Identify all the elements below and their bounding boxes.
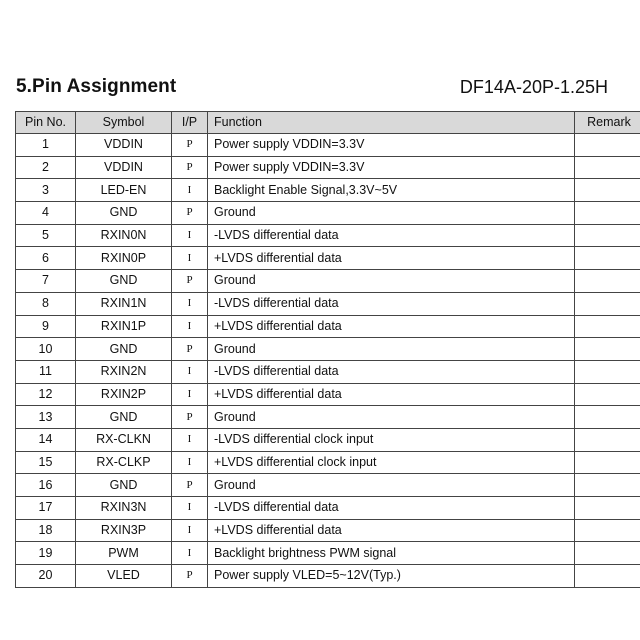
- table-row: [16, 224, 640, 247]
- function-cell: Ground: [208, 474, 575, 497]
- function-cell: Backlight brightness PWM signal: [208, 542, 575, 565]
- symbol-cell: LED-EN: [76, 179, 172, 202]
- pin-assignment-table: [15, 111, 640, 588]
- io-type-cell: I: [172, 179, 208, 202]
- table-row: [16, 338, 640, 361]
- column-header-pin-no: Pin No.: [16, 112, 76, 134]
- pin-number-cell: 12: [16, 383, 76, 406]
- symbol-cell: GND: [76, 406, 172, 429]
- io-type-cell: I: [172, 519, 208, 542]
- io-type-cell: I: [172, 224, 208, 247]
- pin-number-cell: 20: [16, 565, 76, 588]
- symbol-cell: RXIN2N: [76, 360, 172, 383]
- table-body: [16, 134, 640, 588]
- table-row: [16, 134, 640, 157]
- column-header-remark: Remark: [575, 112, 640, 134]
- function-cell: -LVDS differential data: [208, 360, 575, 383]
- io-type-cell: I: [172, 360, 208, 383]
- column-header-function: Function: [208, 112, 575, 134]
- table-row: [16, 292, 640, 315]
- symbol-cell: GND: [76, 338, 172, 361]
- table-row: [16, 406, 640, 429]
- pin-number-cell: 9: [16, 315, 76, 338]
- table-row: [16, 202, 640, 225]
- function-cell: -LVDS differential data: [208, 497, 575, 520]
- table-row: [16, 156, 640, 179]
- remark-cell: [575, 224, 640, 247]
- remark-cell: [575, 565, 640, 588]
- remark-cell: [575, 383, 640, 406]
- remark-cell: [575, 406, 640, 429]
- remark-cell: [575, 474, 640, 497]
- remark-cell: [575, 428, 640, 451]
- symbol-cell: GND: [76, 202, 172, 225]
- function-cell: +LVDS differential data: [208, 519, 575, 542]
- io-type-cell: P: [172, 202, 208, 225]
- symbol-cell: VLED: [76, 565, 172, 588]
- pin-number-cell: 1: [16, 134, 76, 157]
- remark-cell: [575, 270, 640, 293]
- function-cell: +LVDS differential clock input: [208, 451, 575, 474]
- table-row: [16, 270, 640, 293]
- table-row: [16, 247, 640, 270]
- remark-cell: [575, 360, 640, 383]
- pin-number-cell: 4: [16, 202, 76, 225]
- table-row: [16, 565, 640, 588]
- table-header: [16, 112, 640, 134]
- remark-cell: [575, 542, 640, 565]
- function-cell: -LVDS differential data: [208, 292, 575, 315]
- pin-number-cell: 14: [16, 428, 76, 451]
- pin-number-cell: 11: [16, 360, 76, 383]
- symbol-cell: VDDIN: [76, 156, 172, 179]
- remark-cell: [575, 247, 640, 270]
- io-type-cell: I: [172, 247, 208, 270]
- header-row: [16, 112, 640, 134]
- table-row: [16, 179, 640, 202]
- symbol-cell: PWM: [76, 542, 172, 565]
- remark-cell: [575, 134, 640, 157]
- io-type-cell: P: [172, 156, 208, 179]
- symbol-cell: GND: [76, 474, 172, 497]
- function-cell: Ground: [208, 338, 575, 361]
- io-type-cell: P: [172, 338, 208, 361]
- table-row: [16, 360, 640, 383]
- column-header-symbol: Symbol: [76, 112, 172, 134]
- function-cell: Power supply VDDIN=3.3V: [208, 156, 575, 179]
- connector-part-number: DF14A-20P-1.25H: [459, 77, 608, 97]
- function-cell: Backlight Enable Signal,3.3V~5V: [208, 179, 575, 202]
- function-cell: Ground: [208, 270, 575, 293]
- table-row: [16, 428, 640, 451]
- table-row: [16, 497, 640, 520]
- remark-cell: [575, 519, 640, 542]
- table-row: [16, 383, 640, 406]
- io-type-cell: I: [172, 383, 208, 406]
- symbol-cell: RXIN0P: [76, 247, 172, 270]
- io-type-cell: P: [172, 134, 208, 157]
- function-cell: +LVDS differential data: [208, 247, 575, 270]
- function-cell: -LVDS differential clock input: [208, 428, 575, 451]
- symbol-cell: RXIN3N: [76, 497, 172, 520]
- function-cell: +LVDS differential data: [208, 383, 575, 406]
- remark-cell: [575, 202, 640, 225]
- table-row: [16, 474, 640, 497]
- pin-number-cell: 2: [16, 156, 76, 179]
- io-type-cell: I: [172, 315, 208, 338]
- pin-number-cell: 15: [16, 451, 76, 474]
- io-type-cell: I: [172, 497, 208, 520]
- pin-number-cell: 6: [16, 247, 76, 270]
- remark-cell: [575, 292, 640, 315]
- io-type-cell: I: [172, 542, 208, 565]
- symbol-cell: RXIN1N: [76, 292, 172, 315]
- symbol-cell: RXIN3P: [76, 519, 172, 542]
- remark-cell: [575, 497, 640, 520]
- function-cell: -LVDS differential data: [208, 224, 575, 247]
- symbol-cell: RX-CLKP: [76, 451, 172, 474]
- remark-cell: [575, 338, 640, 361]
- symbol-cell: RXIN2P: [76, 383, 172, 406]
- table-row: [16, 519, 640, 542]
- pin-number-cell: 19: [16, 542, 76, 565]
- remark-cell: [575, 179, 640, 202]
- pin-number-cell: 7: [16, 270, 76, 293]
- symbol-cell: RXIN1P: [76, 315, 172, 338]
- symbol-cell: GND: [76, 270, 172, 293]
- pin-number-cell: 8: [16, 292, 76, 315]
- column-header-io: I/P: [172, 112, 208, 134]
- function-cell: Power supply VDDIN=3.3V: [208, 134, 575, 157]
- io-type-cell: I: [172, 428, 208, 451]
- pin-number-cell: 13: [16, 406, 76, 429]
- pin-number-cell: 5: [16, 224, 76, 247]
- pin-number-cell: 16: [16, 474, 76, 497]
- function-cell: Power supply VLED=5~12V(Typ.): [208, 565, 575, 588]
- remark-cell: [575, 315, 640, 338]
- function-cell: Ground: [208, 202, 575, 225]
- io-type-cell: P: [172, 270, 208, 293]
- function-cell: Ground: [208, 406, 575, 429]
- io-type-cell: I: [172, 292, 208, 315]
- symbol-cell: VDDIN: [76, 134, 172, 157]
- symbol-cell: RX-CLKN: [76, 428, 172, 451]
- io-type-cell: P: [172, 474, 208, 497]
- table-row: [16, 542, 640, 565]
- io-type-cell: P: [172, 406, 208, 429]
- function-cell: +LVDS differential data: [208, 315, 575, 338]
- io-type-cell: P: [172, 565, 208, 588]
- symbol-cell: RXIN0N: [76, 224, 172, 247]
- pin-number-cell: 3: [16, 179, 76, 202]
- pin-number-cell: 10: [16, 338, 76, 361]
- pin-number-cell: 18: [16, 519, 76, 542]
- io-type-cell: I: [172, 451, 208, 474]
- table-row: [16, 315, 640, 338]
- remark-cell: [575, 451, 640, 474]
- table-row: [16, 451, 640, 474]
- section-title: 5.Pin Assignment: [16, 76, 177, 97]
- remark-cell: [575, 156, 640, 179]
- pin-number-cell: 17: [16, 497, 76, 520]
